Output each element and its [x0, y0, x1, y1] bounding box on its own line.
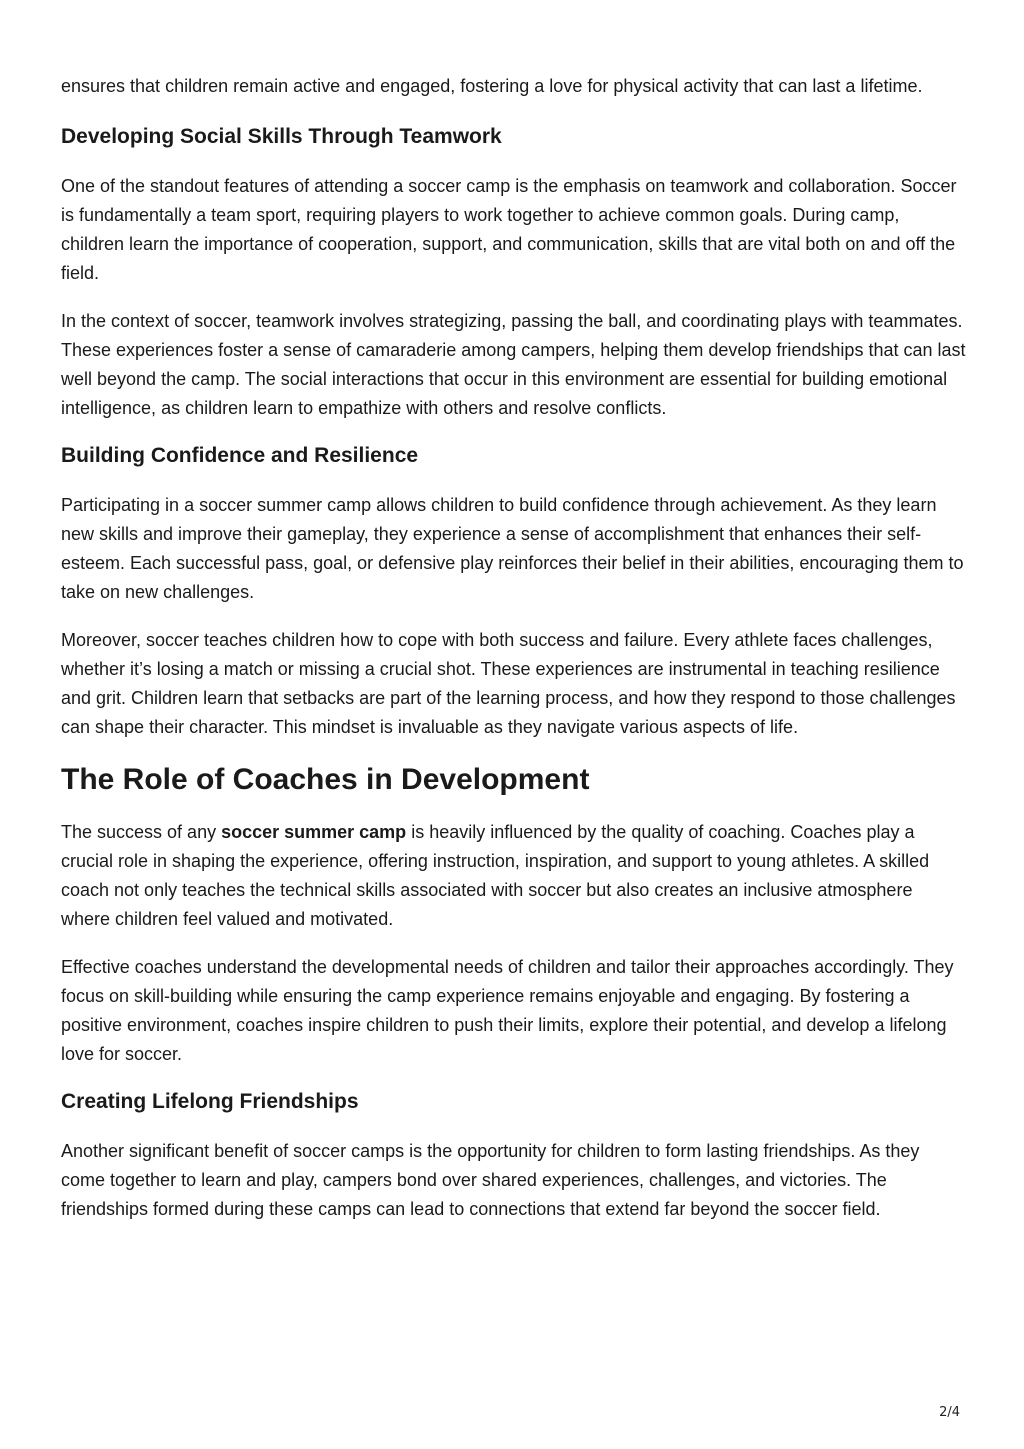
heading-confidence: Building Confidence and Resilience — [61, 444, 419, 467]
document-page — [61, 72, 966, 1243]
paragraph-coaches-2: Effective coaches understand the developmental needs of children and tailor their approaches accordingly. They focus on skill-building while ensuring the camp experience remains enjoyable and engaging. By fostering a positive environment, coaches inspire children to push their limits, explore their potential, and develop a lifelong love for soccer. — [61, 957, 954, 1064]
paragraph-intro: ensures that children remain active and engaged, fostering a love for physical activity that can last a lifetime. — [61, 76, 923, 96]
paragraph-confidence-2: Moreover, soccer teaches children how to cope with both success and failure. Every athlete faces challenges, whether it’s losing a match or missing a crucial shot. These experiences are instrumental in teaching resilience and grit. Children learn that setbacks are part of the learning process, and how they respond to those challenges can shape their character. This mindset is invaluable as they navigate various aspects of life. — [61, 630, 956, 737]
bold-keyword: soccer summer camp — [221, 822, 407, 842]
paragraph-coaches-1-post: is heavily influenced by the quality of coaching. Coaches play a crucial role in shaping the experience, offering instruction, inspiration, and support to young athletes. A skilled coach not only teaches the technical skills associated with soccer but also creates an inclusive atmosphere where children feel valued and motivated. — [61, 822, 930, 929]
paragraph-coaches-1 — [61, 818, 966, 934]
paragraph-confidence-1: Participating in a soccer summer camp allows children to build confidence through achievement. As they learn new skills and improve their gameplay, they experience a sense of accomplishment that enhances their self-esteem. Each successful pass, goal, or defensive play reinforces their belief in their abilities, encouraging them to take on new challenges. — [61, 495, 964, 602]
paragraph-social-1: One of the standout features of attending a soccer camp is the emphasis on teamwork and collaboration. Soccer is fundamentally a team sport, requiring players to work together to achieve common goals. During camp, children learn the importance of cooperation, support, and communication, skills that are vital both on and off the field. — [61, 176, 957, 283]
paragraph-coaches-1-pre: The success of any — [61, 822, 222, 842]
heading-friendships: Creating Lifelong Friendships — [61, 1090, 359, 1113]
heading-coaches: The Role of Coaches in Development — [61, 763, 590, 796]
heading-social-skills: Developing Social Skills Through Teamwork — [61, 125, 502, 148]
paragraph-social-2: In the context of soccer, teamwork involves strategizing, passing the ball, and coordinating plays with teammates. These experiences foster a sense of camaraderie among campers, helping them develop friendships that can last well beyond the camp. The social interactions that occur in this environment are essential for building emotional intelligence, as children learn to empathize with others and resolve conflicts. — [61, 311, 966, 418]
paragraph-friendships-1: Another significant benefit of soccer camps is the opportunity for children to form lasting friendships. As they come together to learn and play, campers bond over shared experiences, challenges, and victories. The friendships formed during these camps can lead to connections that extend far beyond the soccer field. — [61, 1141, 920, 1219]
page-number: 2/4 — [939, 1405, 960, 1420]
